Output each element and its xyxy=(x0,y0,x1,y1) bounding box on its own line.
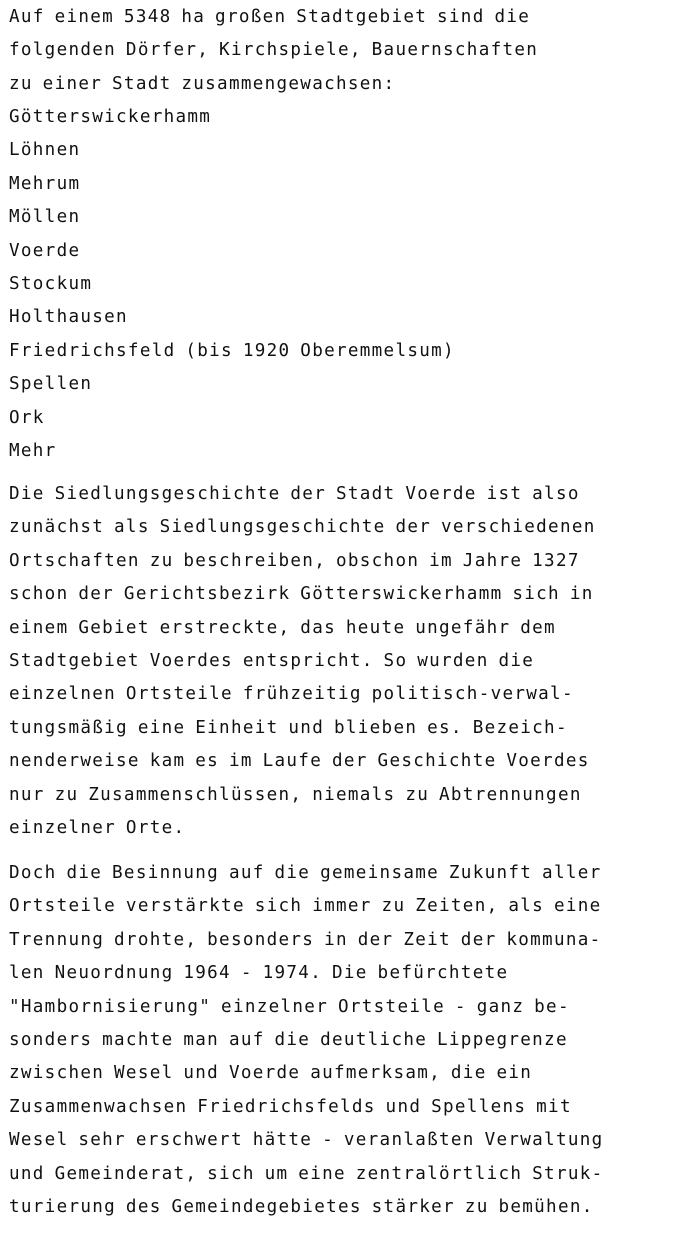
paragraph-line: nur zu Zusammenschlüssen, niemals zu Abtrennungen xyxy=(9,784,582,805)
paragraph-line: Ortsteile verstärkte sich immer zu Zeiten, als eine xyxy=(9,896,602,917)
paragraph-line: "Hambornisierung" einzelner Ortsteile - ganz be- xyxy=(9,996,570,1017)
paragraph-line: zunächst als Siedlungsgeschichte der verschiedenen xyxy=(9,517,596,538)
paragraph-line: einzelner Orte. xyxy=(9,817,186,838)
paragraph-line: Doch die Besinnung auf die gemeinsame Zukunft aller xyxy=(9,863,602,883)
place-list xyxy=(9,101,455,468)
paragraph-common-future xyxy=(9,857,604,1224)
place-list-item: Holthausen xyxy=(9,307,128,328)
place-list-item: Spellen xyxy=(9,374,93,395)
paragraph-line: Trennung drohte, besonders in der Zeit der kommuna- xyxy=(9,929,602,950)
place-list-item: Mehr xyxy=(9,440,57,461)
place-list-item: Götterswickerhamm xyxy=(9,107,212,127)
paragraph-line: tungsmäßig eine Einheit und blieben es. Bezeich- xyxy=(9,717,568,738)
paragraph-line: Ortschaften zu beschreiben, obschon im Jahre 1327 xyxy=(9,550,580,571)
place-list-item: Mehrum xyxy=(9,173,81,194)
paragraph-line: sonders machte man auf die deutliche Lippegrenze xyxy=(9,1029,568,1050)
paragraph-line: Stadtgebiet Voerdes entspricht. So wurden die xyxy=(9,650,535,671)
intro-line: folgenden Dörfer, Kirchspiele, Bauernschaften xyxy=(9,40,539,61)
place-list-item: Stockum xyxy=(9,273,93,294)
paragraph-line: einem Gebiet erstreckte, das heute ungefähr dem xyxy=(9,617,556,638)
paragraph-line: schon der Gerichtsbezirk Götterswickerhamm sich in xyxy=(9,584,594,605)
place-list-item: Friedrichsfeld (bis 1920 Oberemmelsum) xyxy=(9,340,455,361)
intro-line: zu einer Stadt zusammengewachsen: xyxy=(9,73,396,94)
paragraph-line: einzelnen Ortsteile frühzeitig politisch-verwal- xyxy=(9,684,574,705)
paragraph-line: und Gemeinderat, sich um eine zentralörtlich Struk- xyxy=(9,1163,604,1184)
paragraph-line: len Neuordnung 1964 - 1974. Die befürchtete xyxy=(9,963,509,984)
place-list-item: Voerde xyxy=(9,240,81,261)
intro-line: Auf einem 5348 ha großen Stadtgebiet sind die xyxy=(9,7,531,27)
paragraph-line: nenderweise kam es im Laufe der Geschichte Voerdes xyxy=(9,751,590,772)
place-list-item: Möllen xyxy=(9,207,81,228)
place-list-item: Ork xyxy=(9,407,45,428)
paragraph-line: zwischen Wesel und Voerde aufmerksam, die ein xyxy=(9,1063,533,1084)
paragraph-settlement-history xyxy=(9,478,596,845)
paragraph-line: Zusammenwachsen Friedrichsfelds und Spellens mit xyxy=(9,1096,572,1117)
paragraph-line: Wesel sehr erschwert hätte - veranlaßten Verwaltung xyxy=(9,1130,604,1151)
paragraph-line: Die Siedlungsgeschichte der Stadt Voerde ist also xyxy=(9,484,580,504)
place-list-item: Löhnen xyxy=(9,140,81,161)
intro-text xyxy=(9,1,538,101)
paragraph-line: turierung des Gemeindegebietes stärker zu bemühen. xyxy=(9,1196,594,1217)
